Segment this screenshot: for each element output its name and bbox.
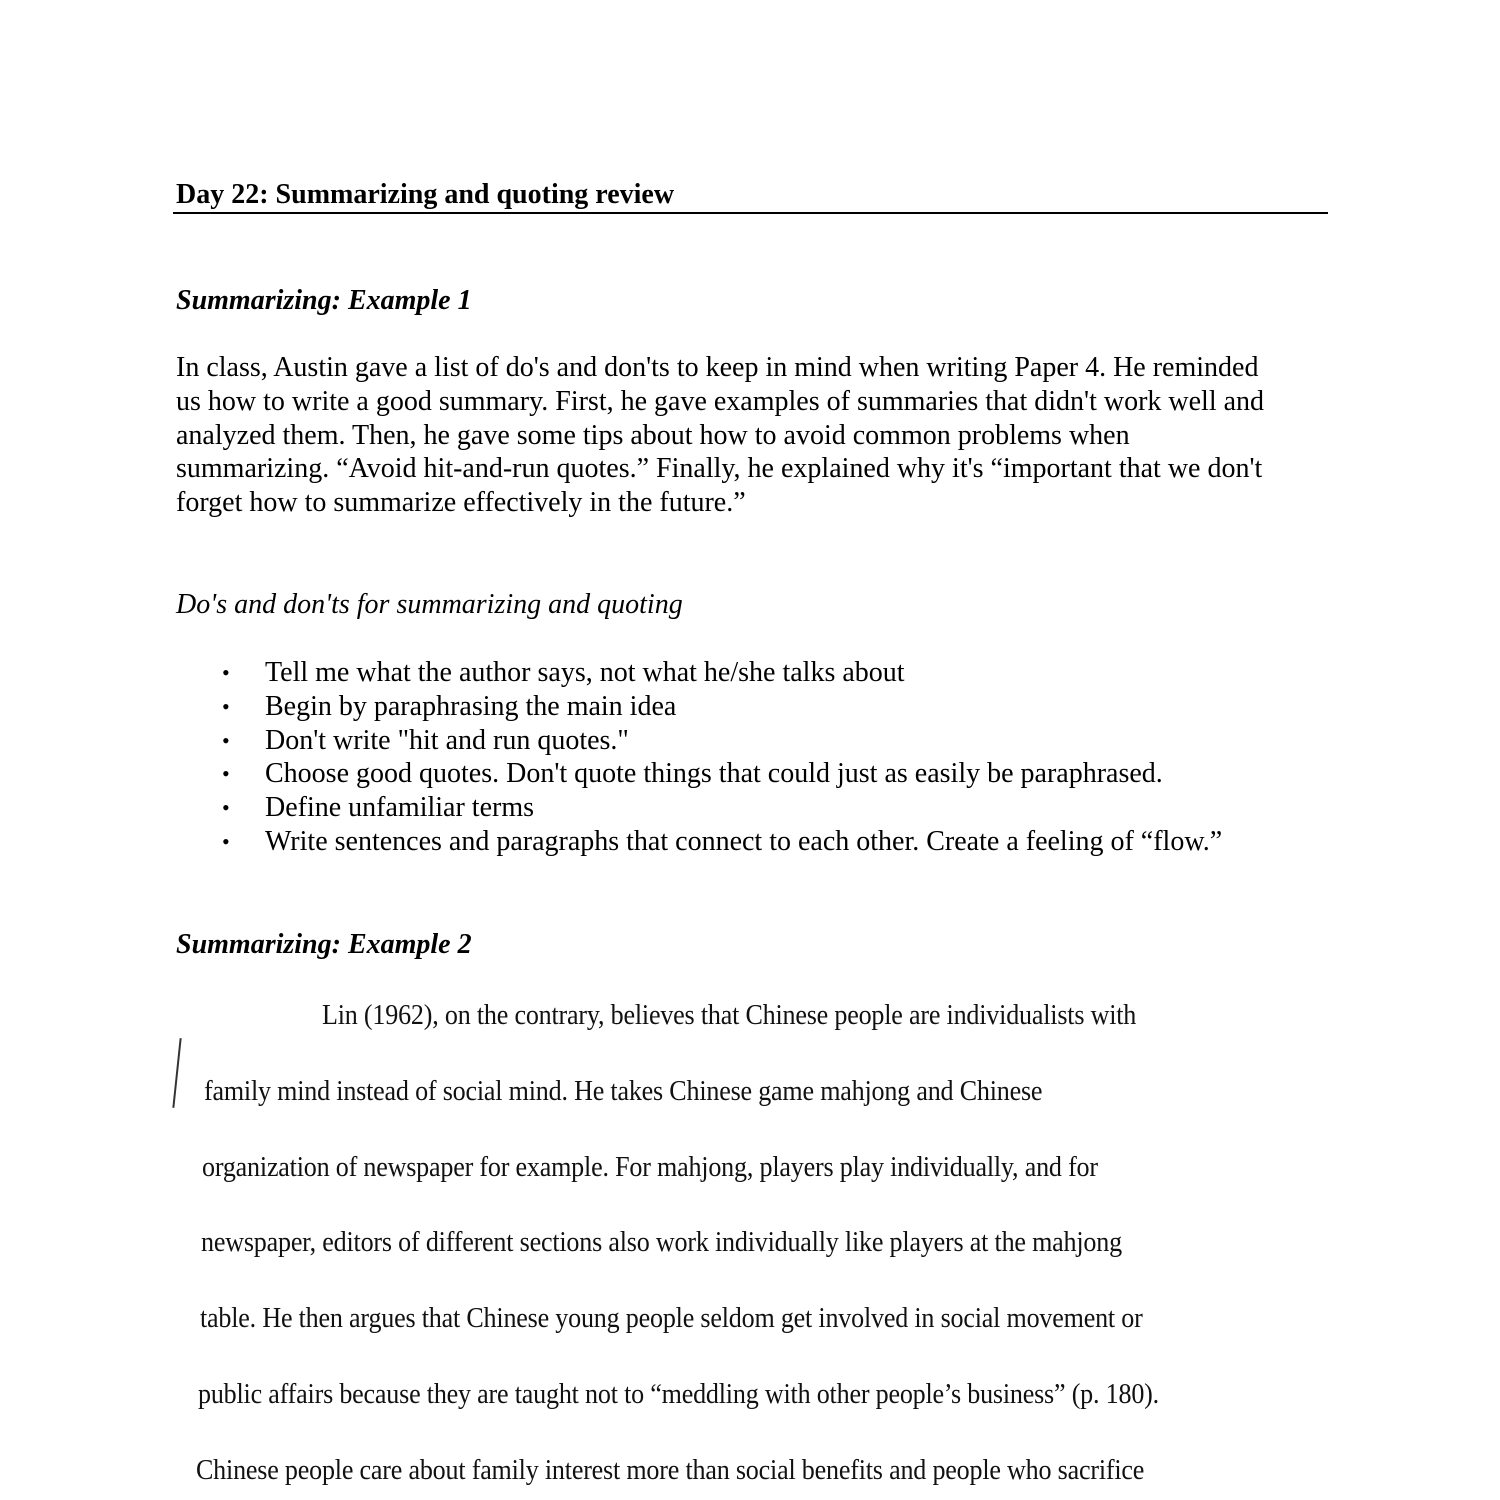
scanned-line: family mind instead of social mind. He takes Chinese game mahjong and Chinese: [204, 1076, 1043, 1107]
paragraph-line: In class, Austin gave a list of do's and don'ts to keep in mind when writing Paper 4. He reminded: [176, 352, 1259, 383]
list-item: Begin by paraphrasing the main idea: [265, 691, 677, 722]
paragraph-line: summarizing. “Avoid hit-and-run quotes.” Finally, he explained why it's “important that we don't: [176, 453, 1263, 484]
bullet-icon: •: [222, 694, 230, 719]
bullet-icon: •: [222, 829, 230, 854]
bullet-icon: •: [222, 761, 230, 786]
scanned-line: Lin (1962), on the contrary, believes that Chinese people are individualists with: [322, 1000, 1137, 1031]
bullet-icon: •: [222, 660, 230, 685]
example2-heading: Summarizing: Example 2: [176, 929, 472, 960]
scanned-line: organization of newspaper for example. For mahjong, players play individually, and for: [202, 1152, 1098, 1183]
paragraph-line: forget how to summarize effectively in the future.”: [176, 487, 746, 518]
paragraph-line: us how to write a good summary. First, he gave examples of summaries that didn't work well and: [176, 386, 1265, 417]
scanned-line: newspaper, editors of different sections also work individually like players at the mahjong: [201, 1227, 1122, 1258]
list-item: Tell me what the author says, not what he/she talks about: [265, 657, 905, 688]
scanned-line: Chinese people care about family interest more than social benefits and people who sacrifice: [196, 1455, 1145, 1486]
paragraph-line: analyzed them. Then, he gave some tips about how to avoid common problems when: [176, 420, 1130, 451]
list-item: Choose good quotes. Don't quote things that could just as easily be paraphrased.: [265, 758, 1163, 789]
scanned-line: table. He then argues that Chinese young people seldom get involved in social movement or: [200, 1303, 1143, 1334]
list-item: Define unfamiliar terms: [265, 792, 535, 823]
list-item: Don't write "hit and run quotes.": [265, 725, 629, 756]
list-item: Write sentences and paragraphs that connect to each other. Create a feeling of “flow.”: [265, 826, 1223, 857]
bullet-icon: •: [222, 795, 230, 820]
handwritten-margin-mark: [172, 1038, 181, 1108]
page-title: Day 22: Summarizing and quoting review: [176, 179, 675, 210]
example1-heading: Summarizing: Example 1: [176, 285, 472, 316]
title-underline: [173, 212, 1328, 214]
bullet-icon: •: [222, 728, 230, 753]
dos-donts-heading: Do's and don'ts for summarizing and quoting: [176, 589, 683, 620]
scanned-line: public affairs because they are taught not to “meddling with other people’s business” (p. 180).: [198, 1379, 1159, 1410]
